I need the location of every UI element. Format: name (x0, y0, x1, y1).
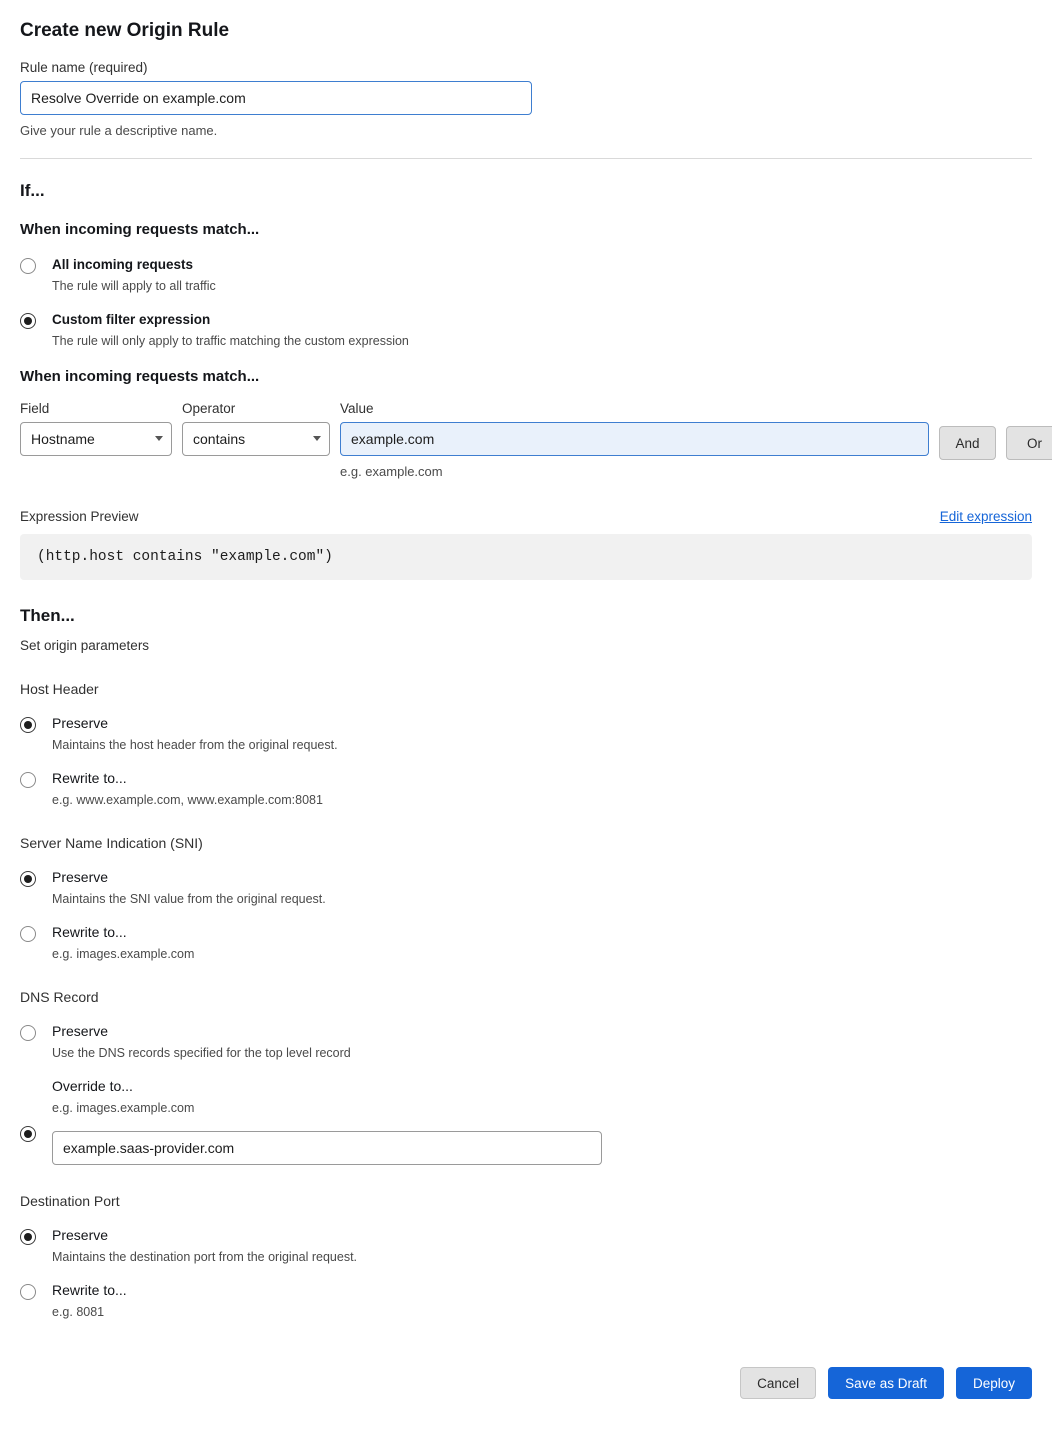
rule-name-label: Rule name (required) (20, 60, 148, 75)
radio-sni-rewrite[interactable] (20, 924, 1032, 961)
filter-operator-select[interactable] (182, 422, 330, 456)
radio-description: Maintains the destination port from the original request. (52, 1250, 358, 1264)
radio-dns-override[interactable] (20, 1078, 1032, 1165)
page-title: Create new Origin Rule (20, 20, 230, 41)
radio-custom-filter-expression[interactable] (20, 311, 1032, 348)
radio-icon[interactable] (20, 1229, 36, 1245)
radio-description: e.g. www.example.com, www.example.com:8081 (52, 793, 323, 807)
radio-description: Maintains the SNI value from the original request. (52, 892, 326, 906)
radio-label: Preserve (52, 715, 109, 731)
radio-host-header-preserve[interactable] (20, 715, 1032, 752)
radio-description: e.g. images.example.com (52, 947, 195, 961)
dns-override-input[interactable] (52, 1131, 602, 1165)
radio-icon[interactable] (20, 926, 36, 942)
radio-label: Rewrite to... (52, 1282, 127, 1298)
radio-label: Preserve (52, 869, 109, 885)
radio-icon[interactable] (20, 871, 36, 887)
filter-field-select[interactable] (20, 422, 172, 456)
radio-icon[interactable] (20, 717, 36, 733)
sni-label: Server Name Indication (SNI) (20, 835, 203, 851)
add-and-condition-button[interactable]: And (939, 426, 996, 460)
filter-and-group (939, 401, 996, 460)
radio-dns-preserve[interactable] (20, 1023, 1032, 1060)
dns-record-label: DNS Record (20, 989, 99, 1005)
radio-icon[interactable] (20, 1126, 36, 1142)
radio-label: Preserve (52, 1023, 109, 1039)
filter-value-input[interactable] (340, 422, 929, 456)
destination-port-label: Destination Port (20, 1193, 120, 1209)
radio-host-header-rewrite[interactable] (20, 770, 1032, 807)
match-heading: When incoming requests match... (20, 221, 260, 238)
save-as-draft-button[interactable]: Save as Draft (828, 1367, 944, 1399)
radio-description: e.g. images.example.com (52, 1101, 195, 1115)
radio-label: Rewrite to... (52, 924, 127, 940)
radio-port-preserve[interactable] (20, 1227, 1032, 1264)
expression-preview-code: (http.host contains "example.com") (20, 534, 1032, 580)
radio-description: e.g. 8081 (52, 1305, 105, 1319)
radio-label: Custom filter expression (52, 312, 211, 327)
radio-label: Rewrite to... (52, 770, 127, 786)
radio-description: Use the DNS records specified for the top level record (52, 1046, 351, 1060)
radio-port-rewrite[interactable] (20, 1282, 1032, 1319)
radio-all-incoming-requests[interactable] (20, 256, 1032, 293)
cancel-button[interactable]: Cancel (740, 1367, 816, 1399)
edit-expression-link[interactable]: Edit expression (939, 509, 1032, 524)
radio-description: The rule will apply to all traffic (52, 279, 216, 293)
expression-preview-header (20, 509, 1032, 524)
radio-icon[interactable] (20, 313, 36, 329)
set-origin-parameters-label: Set origin parameters (20, 638, 150, 653)
if-section-heading: If... (20, 181, 45, 200)
filter-field-group (20, 401, 172, 456)
filter-operator-group (182, 401, 330, 456)
filter-value-label: Value (340, 401, 374, 416)
filter-field-label: Field (20, 401, 50, 416)
add-or-condition-button[interactable]: Or (1006, 426, 1052, 460)
rule-name-help: Give your rule a descriptive name. (20, 123, 218, 138)
form-footer (0, 1367, 1052, 1421)
filter-builder-heading: When incoming requests match... (20, 368, 260, 385)
expression-preview-label: Expression Preview (20, 509, 139, 524)
radio-description: The rule will only apply to traffic matching the custom expression (52, 334, 409, 348)
deploy-button[interactable]: Deploy (956, 1367, 1032, 1399)
then-section-heading: Then... (20, 606, 75, 625)
radio-sni-preserve[interactable] (20, 869, 1032, 906)
filter-or-group (1006, 401, 1052, 460)
radio-icon[interactable] (20, 1284, 36, 1300)
radio-label: Override to... (52, 1078, 133, 1094)
rule-name-input[interactable] (20, 81, 532, 115)
radio-icon[interactable] (20, 1025, 36, 1041)
host-header-label: Host Header (20, 681, 99, 697)
filter-builder-row (20, 401, 1042, 479)
radio-icon[interactable] (20, 258, 36, 274)
radio-icon[interactable] (20, 772, 36, 788)
radio-label: Preserve (52, 1227, 109, 1243)
section-divider (20, 158, 1032, 159)
filter-operator-label: Operator (182, 401, 236, 416)
filter-value-group (340, 401, 929, 479)
radio-description: Maintains the host header from the original request. (52, 738, 338, 752)
filter-value-hint: e.g. example.com (340, 464, 443, 479)
radio-label: All incoming requests (52, 257, 194, 272)
